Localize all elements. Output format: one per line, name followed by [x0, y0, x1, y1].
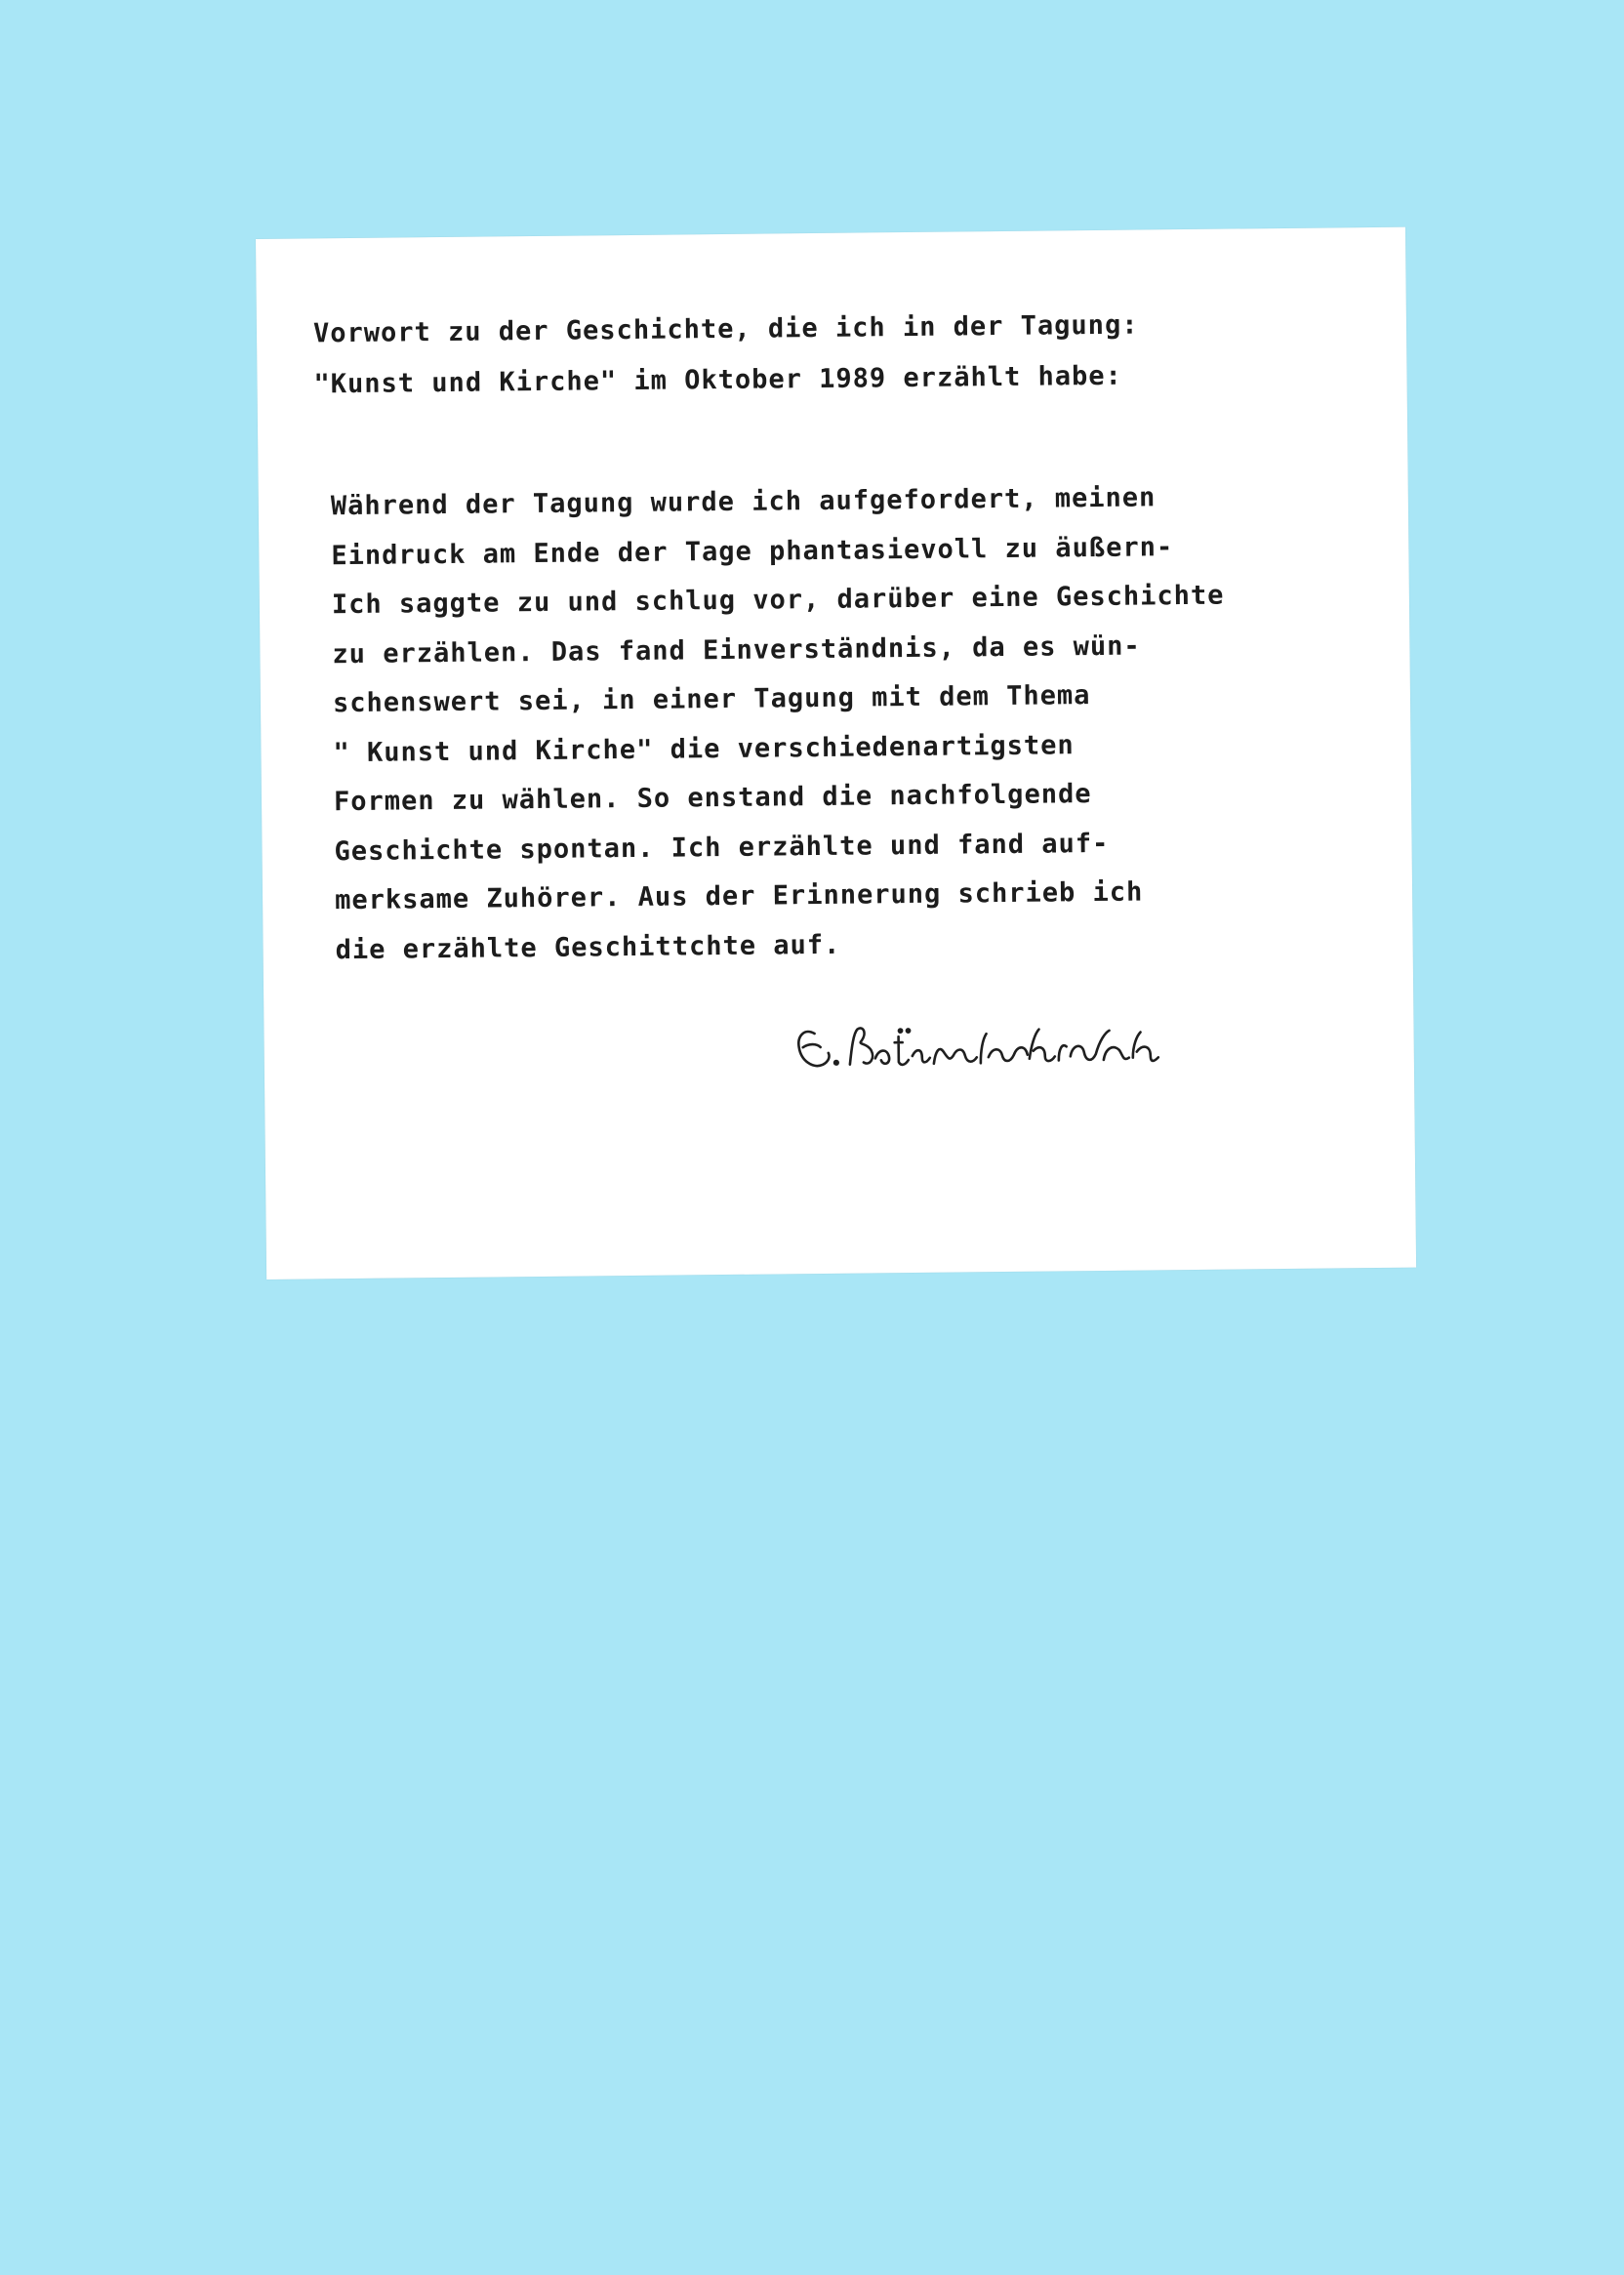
body-line: schenswert sei, in einer Tagung mit dem Thema	[332, 680, 1091, 719]
typewritten-note	[256, 227, 1416, 1280]
note-heading	[313, 298, 1388, 411]
note-body	[331, 471, 1409, 975]
body-line: Ich saggte zu und schlug vor, darüber eine Geschichte	[331, 580, 1225, 621]
body-line: Formen zu wählen. So enstand die nachfolgende	[333, 779, 1092, 818]
handwritten-signature	[779, 970, 1248, 1092]
heading-line-2: "Kunst und Kirche" im Oktober 1989 erzählt habe:	[313, 360, 1122, 400]
body-line: Eindruck am Ende der Tage phantasievoll zu äußern-	[331, 531, 1174, 571]
body-line: zu erzählen. Das fand Einverständnis, da es wün-	[332, 630, 1141, 670]
body-line: Während der Tagung wurde ich aufgefordert, meinen	[330, 482, 1157, 522]
heading-line-1: Vorwort zu der Geschichte, die ich in der Tagung:	[312, 309, 1139, 349]
body-line: Geschichte spontan. Ich erzählte und fand auf-	[334, 828, 1110, 867]
body-line: merksame Zuhörer. Aus der Erinnerung schrieb ich	[334, 876, 1144, 916]
body-line: die erzählte Geschittchte auf.	[335, 929, 841, 965]
body-line: " Kunst und Kirche" die verschiedenartigsten	[333, 729, 1075, 768]
